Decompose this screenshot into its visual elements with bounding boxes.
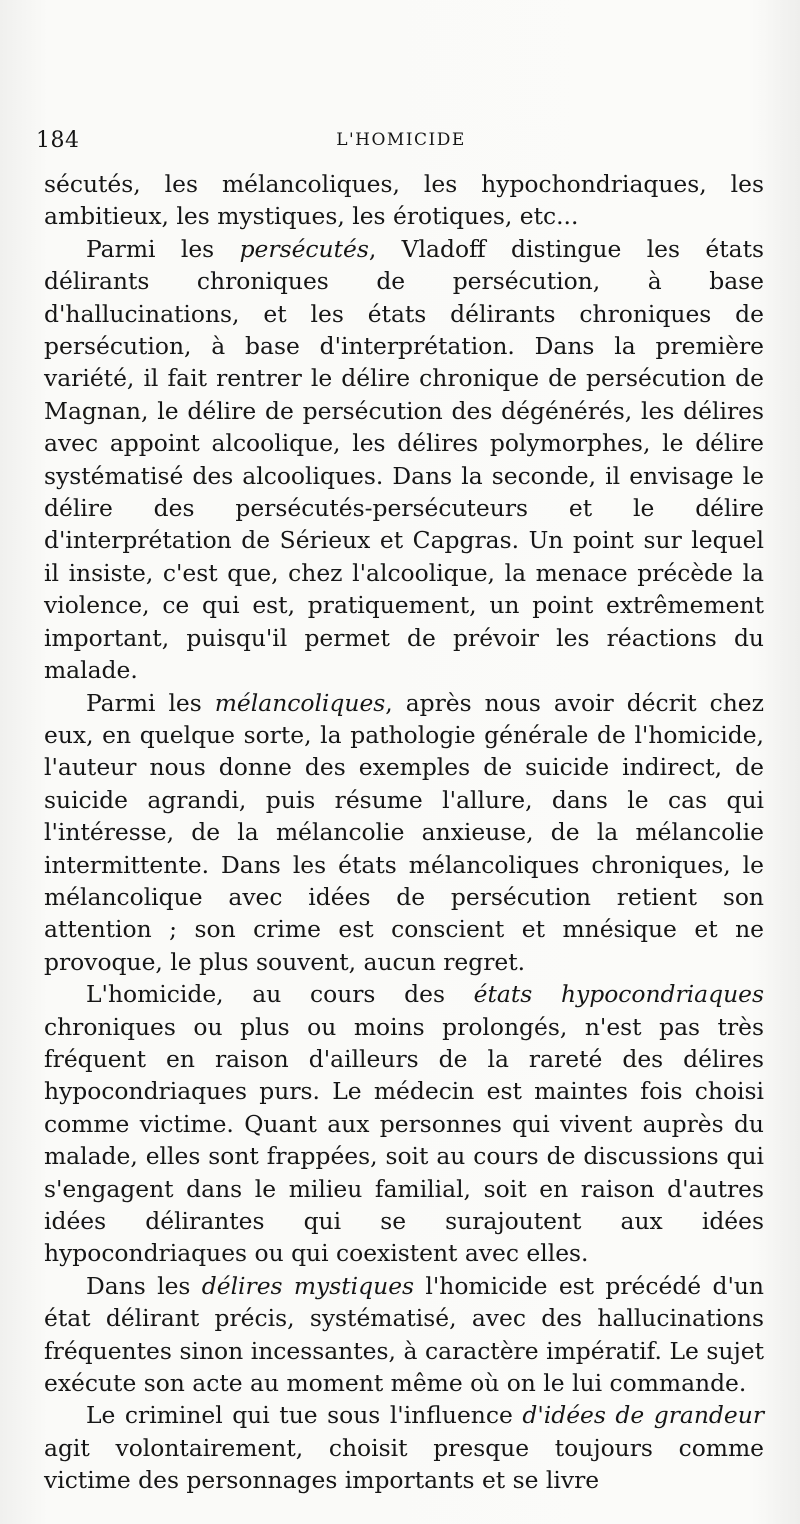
italic-term: mélancoliques	[214, 688, 386, 717]
text-segment: Parmi les	[86, 234, 240, 263]
paragraph	[44, 233, 764, 687]
text-segment: l'homicide est précédé d'un état délirant précis, systématisé, avec des hallucinations fréquentes sinon incessantes, à caractère impératif. Le sujet exécute son acte au moment même où on le lui commande.	[44, 1271, 764, 1398]
italic-term: délires mystiques	[201, 1271, 415, 1300]
page-number: 184	[36, 128, 80, 153]
text-segment: , après nous avoir décrit chez eux, en quelque sorte, la pathologie générale de l'homicide, l'auteur nous donne des exemples de suicide indirect, de suicide agrandi, puis résume l'allure, dans le cas qui l'intéresse, de la mélancolie anxieuse, de la mélancolie intermittente. Dans les états mélancoliques chroniques, le mélancolique avec idées de persécution retient son attention ; son crime est conscient et mnésique et ne provoque, le plus souvent, aucun regret.	[44, 688, 764, 976]
text-segment: Dans les	[86, 1271, 202, 1300]
running-title: L'HOMICIDE	[336, 130, 466, 150]
italic-term: persécutés	[239, 234, 369, 263]
paragraph	[44, 1270, 764, 1400]
paragraph	[44, 978, 764, 1270]
paragraph	[44, 168, 764, 233]
paragraph	[44, 687, 764, 979]
page-header	[36, 128, 766, 162]
text-segment: L'homicide, au cours des	[86, 980, 474, 1009]
text-segment: chroniques ou plus ou moins prolongés, n'est pas très fréquent en raison d'ailleurs de la rareté des délires hypocondriaques purs. Le médecin est maintes fois choisi comme victime. Quant aux personnes qui vivent auprès du malade, elles sont frappées, soit au cours de discussions qui s'engagent dans le milieu familial, soit en raison d'autres idées délirantes qui se surajoutent aux idées hypocondriaques ou qui coexistent avec elles.	[44, 1012, 764, 1268]
body-text	[44, 168, 764, 1497]
italic-term: états hypocondriaques	[473, 980, 764, 1009]
paragraph	[44, 1399, 764, 1496]
text-segment: agit volontairement, choisit presque toujours comme victime des personnages importants et se livre	[44, 1433, 764, 1495]
text-segment: sécutés, les mélancoliques, les hypochondriaques, les ambitieux, les mystiques, les érotiques, etc...	[44, 170, 764, 231]
text-segment: Parmi les	[86, 688, 215, 717]
italic-term: d'idées de grandeur	[522, 1401, 764, 1430]
text-segment: , Vladoff distingue les états délirants chroniques de persécution, à base d'hallucinations, et les états délirants chroniques de persécution, à base d'interprétation. Dans la première variété, il fait rentrer le délire chronique de persécution de Magnan, le délire de persécution des dégénérés, les délires avec appoint alcoolique, les délires polymorphes, le délire systématisé des alcooliques. Dans la seconde, il envisage le délire des persécutés-persécuteurs et le délire d'interprétation de Sérieux et Capgras. Un point sur lequel il insiste, c'est que, chez l'alcoolique, la menace précède la violence, ce qui est, pratiquement, un point extrêmement important, puisqu'il permet de prévoir les réactions du malade.	[44, 234, 764, 685]
text-segment: Le criminel qui tue sous l'influence	[86, 1401, 523, 1430]
